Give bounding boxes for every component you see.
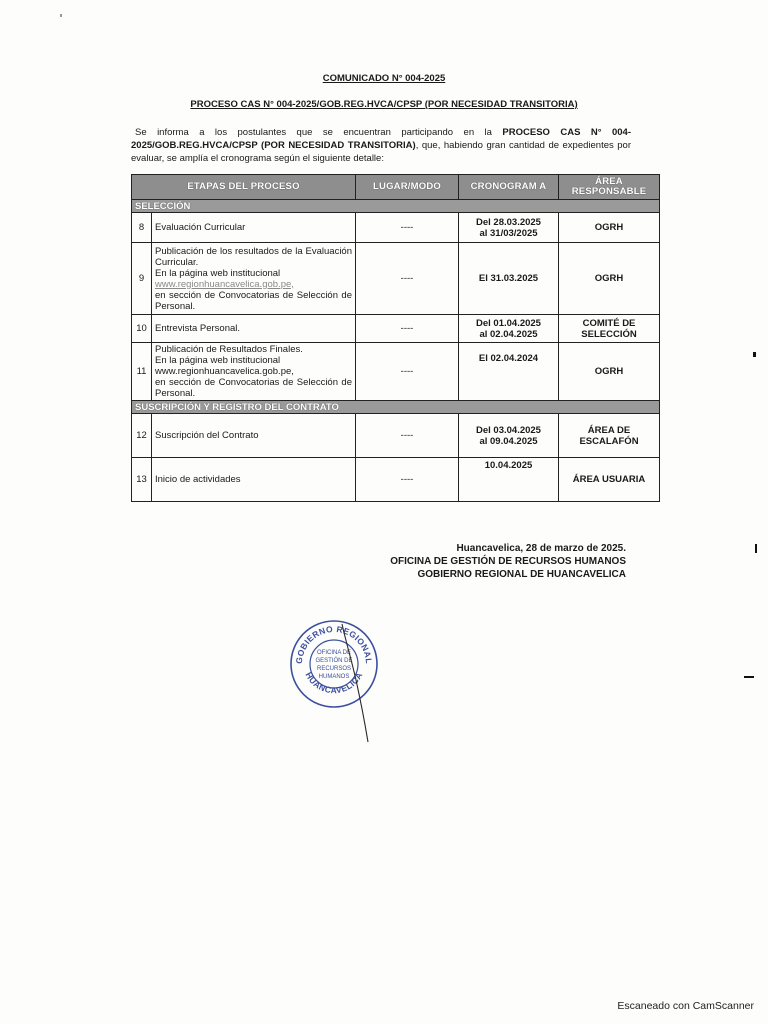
- area-line: OGRH: [594, 366, 624, 377]
- header-area: ÁREA RESPONSABLE: [559, 175, 660, 200]
- row-schedule: [459, 243, 559, 315]
- area-line: SELECCIÓN: [581, 328, 637, 340]
- seal-outer-bottom: HUANCAVELICA: [303, 670, 365, 696]
- header-place: LUGAR/MODO: [356, 175, 459, 200]
- area-line: COMITÉ DE: [582, 317, 636, 329]
- row-area: [559, 243, 660, 315]
- row-area: [559, 213, 660, 243]
- schedule-table: [131, 174, 660, 502]
- schedule-line: Del 03.04.2025: [476, 424, 541, 436]
- schedule-line: al 09.04.2025: [479, 435, 538, 447]
- stage-line: en sección de Convocatorias de Selección de Personal.: [155, 289, 352, 312]
- signature-office: OFICINA DE GESTIÓN DE RECURSOS HUMANOS: [390, 556, 626, 567]
- row-schedule: [459, 458, 559, 502]
- scan-mark: [755, 544, 757, 553]
- row-place: ----: [356, 458, 459, 502]
- row-schedule: [459, 213, 559, 243]
- stage-url[interactable]: www.regionhuancavelica.gob.pe,: [155, 366, 294, 377]
- document-subtitle: PROCESO CAS N° 004-2025/GOB.REG.HVCA/CPSP (POR NECESIDAD TRANSITORIA): [190, 99, 578, 110]
- row-place: ----: [356, 343, 459, 401]
- table-row: [132, 458, 660, 502]
- row-number: 13: [132, 458, 152, 502]
- row-area: [559, 414, 660, 458]
- intro-prefix: Se informa a los postulantes que se encuentran participando en la: [135, 127, 492, 138]
- signature-block: [340, 542, 626, 581]
- row-number: 10: [132, 315, 152, 343]
- row-area: [559, 458, 660, 502]
- section-label-suscripcion: SUSCRIPCIÓN Y REGISTRO DEL CONTRATO: [132, 401, 660, 414]
- scan-mark: [60, 14, 62, 17]
- table-row: [132, 343, 660, 401]
- row-area: [559, 343, 660, 401]
- table-row: [132, 315, 660, 343]
- signature-place-date: Huancavelica, 28 de marzo de 2025.: [456, 543, 626, 554]
- row-schedule: [459, 414, 559, 458]
- scanner-watermark: Escaneado con CamScanner: [617, 1000, 754, 1012]
- row-number: 12: [132, 414, 152, 458]
- stage-url[interactable]: www.regionhuancavelica.gob.pe,: [155, 278, 294, 290]
- stage-line: En la página web institucional: [155, 267, 281, 279]
- table-row: [132, 243, 660, 315]
- signature-stroke-icon: [330, 622, 380, 744]
- scan-mark: [753, 352, 756, 357]
- stage-line: En la página web institucional: [155, 355, 281, 366]
- header-schedule: CRONOGRAM A: [459, 175, 559, 200]
- stage-line: en sección de Convocatorias de Selección de Personal.: [155, 377, 352, 399]
- row-schedule: [459, 315, 559, 343]
- area-line: ÁREA USUARIA: [572, 474, 646, 485]
- intro-process-name: PROCESO CAS N° 004-2025/GOB.REG.HVCA/CPSP (POR NECESIDAD TRANSITORIA): [131, 127, 631, 151]
- row-place: ----: [356, 243, 459, 315]
- area-line: OGRH: [594, 222, 624, 233]
- section-row-suscripcion: [132, 401, 660, 414]
- area-line: ÁREA DE: [587, 424, 631, 436]
- seal-outer-top: GOBIERNO REGIONAL: [293, 623, 375, 665]
- row-number: 8: [132, 213, 152, 243]
- table-row: [132, 414, 660, 458]
- seal-inner-line: GESTIÓN DE: [315, 658, 353, 664]
- row-schedule: [459, 343, 559, 401]
- schedule-line: Del 01.04.2025: [476, 317, 541, 329]
- section-row-seleccion: [132, 200, 660, 213]
- row-place: ----: [356, 315, 459, 343]
- stage-line: Publicación de Resultados Finales.: [155, 344, 303, 355]
- row-number: 11: [132, 343, 152, 401]
- row-stage: Inicio de actividades: [152, 458, 356, 502]
- header-stage: ETAPAS DEL PROCESO: [132, 175, 356, 200]
- area-line: ESCALAFÓN: [579, 435, 639, 447]
- document-title: COMUNICADO N° 004-2025: [322, 73, 446, 84]
- row-number: 9: [132, 243, 152, 315]
- signature-government: GOBIERNO REGIONAL DE HUANCAVELICA: [417, 569, 626, 580]
- table-row: [132, 213, 660, 243]
- schedule-line: El 31.03.2025: [478, 273, 539, 284]
- scan-mark: [744, 676, 754, 678]
- stage-line: Publicación de los resultados de la Evaluación Curricular.: [155, 245, 352, 268]
- row-stage: Evaluación Curricular: [152, 213, 356, 243]
- row-stage: [152, 343, 356, 401]
- intro-suffix: , que, habiendo gran cantidad de expedientes por evaluar, se amplía el cronograma según el siguiente detalle:: [131, 140, 632, 164]
- table-header-row: [132, 175, 660, 200]
- schedule-line: Del 28.03.2025: [476, 216, 541, 228]
- row-place: ----: [356, 213, 459, 243]
- area-line: OGRH: [594, 273, 624, 284]
- row-stage: [152, 243, 356, 315]
- section-label-seleccion: SELECCIÓN: [132, 200, 660, 213]
- row-place: ----: [356, 414, 459, 458]
- schedule-line: al 02.04.2025: [479, 328, 538, 340]
- seal-inner-line: RECURSOS: [316, 666, 352, 672]
- schedule-line: El 02.04.2024: [478, 353, 539, 364]
- intro-paragraph: [131, 126, 631, 165]
- seal-inner-line: HUMANOS: [318, 674, 350, 680]
- schedule-line: al 31/03/2025: [479, 227, 538, 239]
- schedule-line: 10.04.2025: [484, 460, 533, 471]
- row-stage: Suscripción del Contrato: [152, 414, 356, 458]
- seal-inner-line: OFICINA DE: [316, 650, 352, 656]
- row-stage: Entrevista Personal.: [152, 315, 356, 343]
- row-area: [559, 315, 660, 343]
